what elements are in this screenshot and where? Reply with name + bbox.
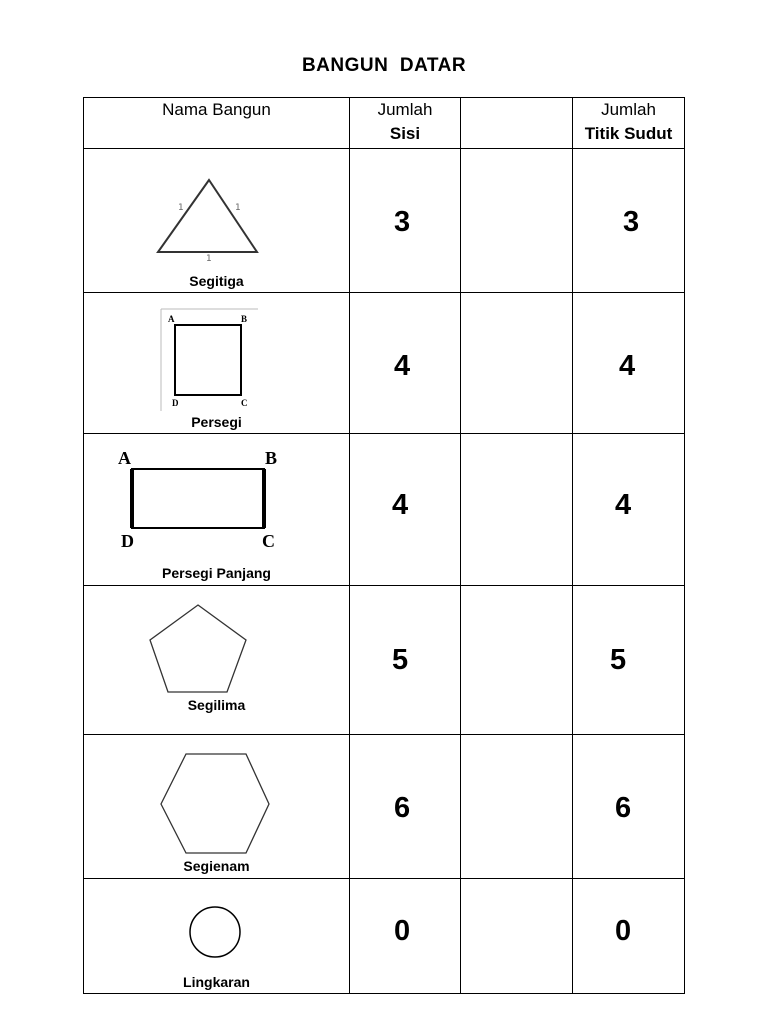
triangle-side-label-right: 1: [235, 203, 241, 213]
rectangle-vertex-b: B: [265, 448, 278, 468]
triangle-side-label-left: 1: [178, 203, 184, 213]
square-vertex-a: A: [168, 314, 175, 324]
jumlah-sisi-value: 6: [350, 735, 461, 879]
empty-cell: [461, 879, 573, 994]
empty-cell: [461, 735, 573, 879]
table-row: [84, 735, 685, 879]
empty-cell: [461, 434, 573, 586]
shape-cell-lingkaran: [84, 879, 350, 994]
rectangle-vertex-d: D: [121, 531, 134, 551]
shape-cell-segilima: [84, 586, 350, 735]
empty-cell: [461, 293, 573, 434]
jumlah-titik-sudut-value: 4: [573, 434, 685, 586]
page-title: BANGUN DATAR: [301, 55, 467, 76]
table-row: [84, 434, 685, 586]
shape-name-label: Segilima: [187, 697, 246, 713]
shape-name-label: Lingkaran: [183, 974, 250, 990]
shape-cell-segitiga: [84, 149, 350, 293]
jumlah-sisi-value: 4: [350, 434, 461, 586]
jumlah-titik-sudut-value: 5: [573, 586, 685, 735]
jumlah-titik-sudut-value: 3: [573, 149, 685, 293]
table-header-row: [84, 98, 685, 149]
header-nama-bangun: Nama Bangun: [84, 98, 350, 149]
header-jumlah-titik-sudut: Jumlah Titik Sudut: [573, 98, 685, 149]
shape-name-label: Persegi: [191, 414, 242, 430]
shape-name-label: Persegi Panjang: [162, 565, 271, 581]
shape-name-label: Segienam: [183, 858, 250, 874]
shape-cell-persegi-panjang: [84, 434, 350, 586]
jumlah-sisi-value: 4: [350, 293, 461, 434]
jumlah-titik-sudut-value: 4: [573, 293, 685, 434]
shape-name-label: Segitiga: [189, 273, 244, 289]
table-row: [84, 149, 685, 293]
square-vertex-d: D: [172, 398, 179, 408]
table-row: [84, 879, 685, 994]
square-vertex-c: C: [241, 398, 248, 408]
shape-cell-persegi: [84, 293, 350, 434]
square-shape-icon: [84, 293, 350, 434]
jumlah-titik-sudut-value: 6: [573, 735, 685, 879]
table-row: [84, 586, 685, 735]
jumlah-sisi-value: 3: [350, 149, 461, 293]
empty-cell: [461, 586, 573, 735]
jumlah-titik-sudut-value: 0: [573, 879, 685, 994]
shape-cell-segienam: [84, 735, 350, 879]
header-empty-column: [461, 98, 573, 149]
triangle-shape-icon: [84, 149, 350, 293]
header-jumlah-sisi: Jumlah Sisi: [350, 98, 461, 149]
table-row: [84, 293, 685, 434]
rectangle-vertex-a: A: [118, 448, 131, 468]
empty-cell: [461, 149, 573, 293]
rectangle-shape-icon: [84, 434, 350, 586]
bangun-datar-table: [83, 97, 685, 994]
square-vertex-b: B: [241, 314, 248, 324]
jumlah-sisi-value: 0: [350, 879, 461, 994]
jumlah-sisi-value: 5: [350, 586, 461, 735]
rectangle-vertex-c: C: [262, 531, 275, 551]
triangle-side-label-bottom: 1: [206, 254, 212, 264]
